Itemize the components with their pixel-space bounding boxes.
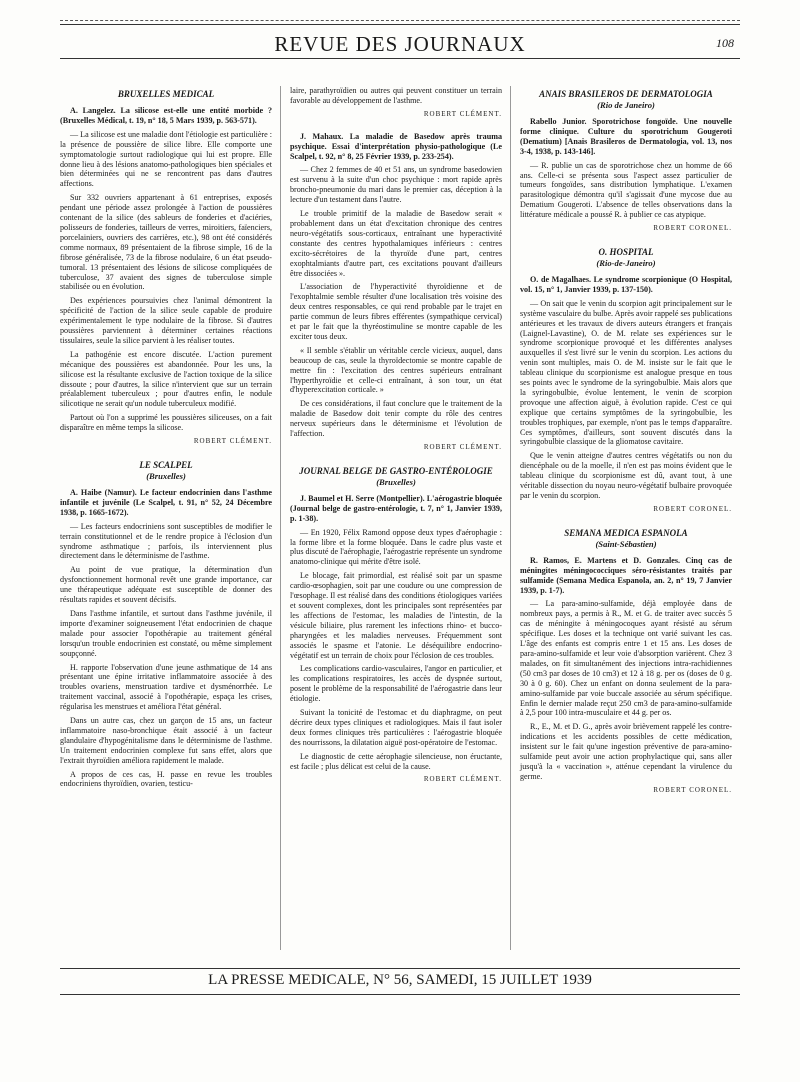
header-rule xyxy=(60,24,740,25)
article-paragraph: Au point de vue pratique, la détermination d'un dysfonctionnement hormonal revêt une grande importance, car une thérapeutique adéquate est susceptible de donner des résultats rapides et souvent décisifs. xyxy=(60,565,272,605)
article-paragraph: Dans l'asthme infantile, et surtout dans l'asthme juvénile, il importe d'examiner soigneusement l'état endocrinien de chaque malade pour associer l'opothérapie au traitement général lorsqu'un trouble endocrinien est constaté, ou même simplement soupçonné. xyxy=(60,608,272,658)
author-signature: ROBERT CLÉMENT. xyxy=(423,775,502,784)
article-paragraph: La pathogénie est encore discutée. L'action purement mécanique des poussières est abandonnée. Pour les uns, la silicose est la résultante exclusive de l'action toxique de la silice dissoute ; pour d'autres, la silice n'intervient que sur un terrain préalablement tuberculeux ; pour d'autres enfin, le nodule silicotique ne serait qu'un nodule tuberculeux modifié. xyxy=(60,349,272,409)
article-paragraph: — R. publie un cas de sporotrichose chez un homme de 66 ans. Celle-ci se présenta sous l'aspect assez particulier de tumeurs fongoïdes, sans distribution lymphatique. L'examen parasitologique démontra qu'il s'agissait d'une mycose due au Dematium Gougeroti. L'absence de telles observations dans la littérature médicale a poussé R. à publier ce cas atypique. xyxy=(520,160,732,220)
article-heading: O. de Magalhaes. Le syndrome scorpionique (O Hospital, vol. 15, n° 1, Janvier 1939, p. 137-150). xyxy=(520,274,732,294)
article-paragraph: H. rapporte l'observation d'une jeune asthmatique de 14 ans présentant une épine irritative inflammatoire associée à des troubles ovariens, menstruation tardive et dysménorrhée. Le traitement vaccinal, associé à l'opothérapie, espaça les crises, régularisa les menstrues et améliora l'état général. xyxy=(60,662,272,712)
page-footer xyxy=(60,968,740,1008)
column-3 xyxy=(520,86,732,808)
footer-rule-bottom xyxy=(60,994,740,995)
section-subtitle: (Rio de Janeiro) xyxy=(597,100,655,110)
article-paragraph: — On sait que le venin du scorpion agit principalement sur le système vasculaire du bulbe. Après avoir rappelé ses publications antérieures et les travaux de divers auteurs étrangers et français (Laignel-Lavastine), O. de M. relate ses expériences sur le syndrome scorpionique provoqué et les différentes analyses auxquelles il s'est livré sur le venin du scorpion. Les actions du venin sont multiples, mais O. de M. insiste sur le fait que le tableau clinique du scorpionisme est analogue presque en tous ses points avec le syndrome de la syringobulbie. Mais alors que la syringobulbie, évolue lentement, le venin de scorpion provoque une affection aiguë, à évolution rapide. C'est ce qui explique que certains symptômes de la syringobulbie, les troubles trophiques, par exemple, n'ont pas le temps d'apparaître. Ces symptômes, d'ailleurs, sont souvent discutés dans la syringobulbie classique de la gliomatose cavitaire. xyxy=(520,298,732,447)
page-number: 108 xyxy=(716,36,734,50)
column-divider xyxy=(280,86,281,950)
article-paragraph: De ces considérations, il faut conclure que le traitement de la maladie de Basedow doit tenir compte du rôle des centres nerveux supérieurs dans le déterminisme et l'évolution de l'affection. xyxy=(290,399,502,439)
author-signature: ROBERT CLÉMENT. xyxy=(423,443,502,451)
article-paragraph: laire, parathyroïdien ou autres qui peuvent constituer un terrain favorable au développement de l'asthme. xyxy=(290,86,502,105)
article-paragraph: — Les facteurs endocriniens sont susceptibles de modifier le terrain constitutionnel et de le rendre propice à l'éclosion d'un syndrome asthmatique ; parfois, ils interviennent plus directement dans le déterminisme de l'asthme. xyxy=(60,521,272,561)
author-signature: ROBERT CLÉMENT. xyxy=(423,109,502,118)
footer-line xyxy=(60,972,740,989)
section-title: ANAIS BRASILEROS DE DERMATOLOGIA xyxy=(539,89,713,99)
article-paragraph: — En 1920, Félix Ramond oppose deux types d'aérophagie : la forme libre et la forme bloquée. Dans le cadre plus vaste et plus discuté de l'aérophagie, l'aérogastrie représente un syndrome anatomo-clinique qui mérite d'être isolé. xyxy=(290,527,502,567)
footer-text: LA PRESSE MEDICALE, N° 56, SAMEDI, 15 JUILLET 1939 xyxy=(208,972,592,988)
article-paragraph: « Il semble s'établir un véritable cercle vicieux, auquel, dans beaucoup de cas, seule la thyroïdectomie se montre capable de mettre fin : l'excitation des centres supérieurs entraînant l'hyperthyroïdie et celle-ci entraînant, à son tour, un état d'hyperexcitation corticale. » xyxy=(290,345,502,395)
article-paragraph: Suivant la tonicité de l'estomac et du diaphragme, on peut décrire deux types cliniques et radiologiques. Mais il faut isoler deux formes cliniques très particulières : l'aérogastrie bloquée des nourrissons, la dilatation aiguë post-opératoire de l'estomac. xyxy=(290,708,502,747)
header-rule-top xyxy=(60,20,740,21)
column-divider xyxy=(510,86,511,950)
article-paragraph: L'association de l'hyperactivité thyroïdienne et de l'exophtalmie semble résulter d'une localisation très voisine des deux centres responsables, ce qui rend probable par le trajet en partie commun de leurs fibres efférentes (sympathique cervical) et par le fait que la thyréostimuline se montre capable de les exciter tous deux. xyxy=(290,282,502,341)
section-subtitle: (Bruxelles) xyxy=(376,476,416,487)
article-paragraph: Des expériences poursuivies chez l'animal démontrent la spécificité de l'action de la silice seule capable de produire expérimentalement le type nodulaire de la fibrose. Si d'autres poussières parviennent à déterminer certaines réactions tissulaires, seule la silice parvient à les réaliser toutes. xyxy=(60,296,272,345)
article-paragraph: — La silicose est une maladie dont l'étiologie est particulière : la présence de poussière de silice libre. Elle comporte une symptomatologie surtout radiologique qui lui est propre. Elle donne lieu à des lésions anatomo-pathologiques bien spéciales et bien déterminées qui ne se rencontrent pas dans d'autres affections. xyxy=(60,129,272,189)
section-title: O. HOSPITAL xyxy=(598,246,654,257)
article-paragraph: Les complications cardio-vasculaires, l'angor en particulier, et les complications respiratoires, les accès de dyspnée surtout, posent le problème de la responsabilité de l'aérogastrie dans leur étiologie. xyxy=(290,664,502,704)
author-signature: ROBERT CORONEL. xyxy=(653,224,732,233)
author-signature: ROBERT CORONEL. xyxy=(653,504,732,513)
article-heading: R. Ramos, E. Martens et D. Gonzales. Cinq cas de méningites méningococciques séro-résistantes traités par sulfamide (Semana Medica Espanola, an. 2, n° 19, 7 Janvier 1939, p. 1-7). xyxy=(520,555,732,595)
article-paragraph: Le trouble primitif de la maladie de Basedow serait « probablement dans un état d'excitation chronique des centres neuro-végétatifs sous-corticaux, entraînant une hyperactivité constante des centres hypothalamiques inférieurs : centres excito-sécrétoires de la thyroïde d'une part, centres exophtalmiants d'autre part, ces excitations pouvant d'ailleurs être dissociées ». xyxy=(290,209,502,278)
section-title: JOURNAL BELGE DE GASTRO-ENTÉROLOGIE xyxy=(299,465,493,476)
section-subtitle: (Rio-de-Janeiro) xyxy=(596,257,656,268)
section-subtitle: (Saint-Sébastien) xyxy=(595,538,657,549)
footer-rule-top xyxy=(60,968,740,969)
article-paragraph: Le diagnostic de cette aérophagie silencieuse, non éructante, est facile ; plus délicat est celui de la cause. xyxy=(290,751,502,771)
article-paragraph: A propos de ces cas, H. passe en revue les troubles endocriniens thyroïdien, ovarien, testicu- xyxy=(60,769,272,789)
section-title: BRUXELLES MEDICAL xyxy=(117,89,215,99)
column-1 xyxy=(60,86,272,793)
article-heading: A. Haibe (Namur). Le facteur endocrinien dans l'asthme infantile et juvénile (Le Scalpel, t. 91, n° 52, 24 Décembre 1938, p. 1665-1672). xyxy=(60,488,272,517)
column-2 xyxy=(290,86,502,797)
article-paragraph: — La para-amino-sulfamide, déjà employée dans de nombreux pays, a permis à R., M. et G. de traiter avec succès 5 cas de méningite à méningocoques ayant résisté au sérum spécifique. Les doses et la technique ont varié suivant les cas. L'âge des enfants est compris entre 1 et 15 ans. Les doses de para-amino-sulfamide et leur voie d'absorption varièrent. Chez 3 malades, on fit simultanément des injections intra-rachidiennes (50 cm3 par doses de 10 cm3) et 12 à 18 g. per os (doses de 0 g. 30 à 0 g. 60). Chez un enfant on donna seulement de la para-amino-sulfamide par voie buccale associée au sérum spécifique. Enfin le dernier malade reçut 250 cm3 de para-amino-sulfamide à 2,5 pour 100 intra-musculaire et 44 g. per os. xyxy=(520,599,732,718)
section-subtitle: (Bruxelles) xyxy=(146,471,186,481)
article-paragraph: Dans un autre cas, chez un garçon de 15 ans, un facteur inflammatoire naso-bronchique était associé à un facteur glandulaire d'hypogénitalisme dans le déterminisme de l'asthme. Un traitement endocrinien complexe fut sans effet, alors que l'extrait thyroïdien améliora rapidement le malade. xyxy=(60,716,272,765)
article-heading: J. Baumel et H. Serre (Montpellier). L'aérogastrie bloquée (Journal belge de gastro-entérologie, t. 7, n° 1, Janvier 1939, p. 1-38). xyxy=(290,493,502,523)
article-paragraph: — Chez 2 femmes de 40 et 51 ans, un syndrome basedowien est survenu à la suite d'un choc psychique : mort rapide après broncho-pneumonie du mari dans le premier cas, déception à la lecture d'un testament dans l'autre. xyxy=(290,165,502,205)
section-title: LE SCALPEL xyxy=(139,460,193,470)
author-signature: ROBERT CLÉMENT. xyxy=(193,437,272,446)
article-heading: J. Mahaux. La maladie de Basedow après trauma psychique. Essai d'interprétation physio-pathologique (Le Scalpel, t. 92, n° 8, 25 Février 1939, p. 233-254). xyxy=(290,131,502,161)
article-heading: Rabello Junior. Sporotrichose fongoïde. Une nouvelle forme clinique. Culture du sporotrichum Gougeroti (Dematium) [Anais Brasileros de Dermatologia, vol. 13, nos 3-4, 1938, p. 143-146]. xyxy=(520,117,732,156)
running-title: REVUE DES JOURNAUX xyxy=(274,32,526,56)
article-paragraph: Le blocage, fait primordial, est réalisé soit par un spasme cardio-œsophagien, soit par une coudure ou une compression de l'œsophage. Il est réalisé dans des conditions étiologiques variées et souvent complexes, dont les principales sont représentées par les affections de l'estomac, les maladies de l'intestin, de la vésicule biliaire, plus rarement les infections rhino- et bucco-pharyngées et les maladies nerveuses. Fréquemment sont associés le spasme et l'atonie. Le déséquilibre endocrino-végétatif est un terrain de choix pour l'éclosion de ces troubles. xyxy=(290,571,502,660)
author-signature: ROBERT CORONEL. xyxy=(653,785,732,794)
article-paragraph: Que le venin atteigne d'autres centres végétatifs ou non du diencéphale ou de la moelle, il n'en est pas moins évident que le tableau clinique du scorpionisme est dû, avant tout, à une véritable dissection du noyau neuro-végétatif bulbaire provoquée par le venin du scorpion. xyxy=(520,451,732,500)
article-paragraph: Partout où l'on a supprimé les poussières siliceuses, on a fait disparaître en même temps la silicose. xyxy=(60,413,272,433)
article-heading: A. Langelez. La silicose est-elle une entité morbide ? (Bruxelles Médical, t. 19, n° 18, 5 Mars 1939, p. 563-571). xyxy=(60,106,272,125)
section-title: SEMANA MEDICA ESPANOLA xyxy=(564,527,688,538)
article-paragraph: R., E., M. et D. G., après avoir brièvement rappelé les contre-indications et les accidents possibles de cette médication, insistent sur le fait qu'une ingestion préventive de para-amino-sulfamide peut avoir une action prophylactique qui, sans aller jusqu'à la « vaccination », atténue cependant la virulence du germe. xyxy=(520,722,732,781)
header-rule-bottom xyxy=(60,58,740,59)
page-header xyxy=(60,18,740,58)
article-paragraph: Sur 332 ouvriers appartenant à 61 entreprises, exposés pendant une période assez prolongée à l'action de poussières contenant de la silice (des sableurs de fonderies et d'aciéries, polisseurs de fonderies, tailleurs de verres, miroitiers, faïenciers, porcelainiers, ouvriers des carrières, etc.), 98 ont été considérés comme normaux, 89 présentaient de la fibrose simple, 16 de la fibrose généralisée, 73 de la fibrose nodulaire, 6 un état pseudo-tumoral. 13 présentaient des lésions de silicose compliquées de tuberculose, 37 avaient des signes de tuberculose simple stabilisée ou en évolution. xyxy=(60,193,272,292)
